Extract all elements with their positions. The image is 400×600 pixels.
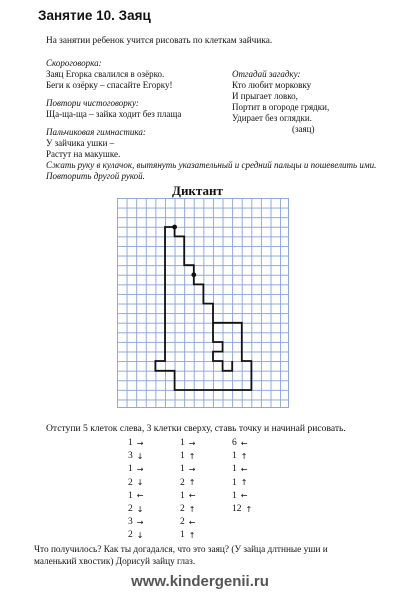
- arrow-right-icon: →: [188, 438, 196, 448]
- arrow-left-icon: ←: [240, 491, 248, 501]
- dictation-grid: [117, 198, 289, 408]
- arrow-right-icon: →: [136, 464, 144, 474]
- dictation-command: [128, 451, 143, 461]
- start-dot: [172, 225, 177, 230]
- riddle-line: Портит в огороде грядки,: [232, 102, 330, 112]
- arrow-down-icon: ↓: [136, 504, 144, 514]
- hare-drawing: [117, 198, 288, 407]
- arrow-up-icon: ↑: [188, 504, 196, 514]
- arrow-left-icon: ←: [240, 464, 248, 474]
- arrow-left-icon: ←: [188, 517, 196, 527]
- eye-dot: [191, 272, 196, 277]
- command-count: 1: [180, 464, 185, 475]
- dictation-command: [232, 451, 247, 461]
- dictation-instruction: Отступи 5 клеток слева, 3 клетки сверху, ставь точку и начинай рисовать.: [46, 423, 346, 434]
- arrow-up-icon: ↑: [240, 451, 248, 461]
- riddle-line: Удирает без оглядки.: [232, 113, 312, 123]
- command-count: 2: [180, 477, 185, 488]
- arrow-up-icon: ↑: [245, 504, 253, 514]
- dictation-command: [180, 491, 195, 501]
- command-count: 3: [128, 517, 133, 528]
- arrow-left-icon: ←: [188, 491, 196, 501]
- arrow-left-icon: ←: [136, 491, 144, 501]
- dictation-command: [180, 504, 195, 514]
- dictation-command: [232, 464, 247, 474]
- command-count: 1: [180, 490, 185, 501]
- pure-talk-line: Ща-ща-ща – зайка ходит без плаща: [46, 109, 182, 119]
- arrow-right-icon: →: [136, 517, 144, 527]
- arrow-up-icon: ↑: [188, 478, 196, 488]
- command-count: 1: [180, 451, 185, 462]
- command-count: 2: [180, 517, 185, 528]
- command-count: 2: [128, 530, 133, 541]
- command-count: 6: [232, 438, 237, 448]
- tongue-twister-line: Беги к озёрку – спасайте Егорку!: [46, 80, 173, 90]
- dictation-command: [128, 504, 143, 514]
- arrow-down-icon: ↓: [136, 530, 144, 540]
- command-count: 1: [180, 438, 185, 448]
- dictation-command: [128, 530, 143, 540]
- tongue-twister-line: Заяц Егорка свалился в озёрко.: [46, 69, 165, 79]
- dictation-command: [128, 491, 143, 501]
- finger-gym-label: Пальчиковая гимнастика:: [46, 127, 146, 137]
- dictation-command: [232, 491, 247, 501]
- command-count: 1: [232, 490, 237, 501]
- command-count: 1: [232, 451, 237, 462]
- dictation-command: [180, 517, 195, 527]
- page-title: Занятие 10. Заяц: [38, 8, 151, 23]
- arrow-down-icon: ↓: [136, 478, 144, 488]
- command-count: 2: [128, 504, 133, 514]
- dictation-command: [232, 438, 247, 448]
- command-count: 1: [128, 438, 133, 448]
- command-count: 1: [180, 530, 185, 541]
- finger-gym-line: У зайчика ушки –: [46, 138, 115, 148]
- dictation-command: [128, 464, 143, 474]
- command-count: 1: [128, 490, 133, 501]
- finger-gym-instruction: Повторить другой рукой.: [46, 171, 145, 181]
- command-count: 1: [232, 464, 237, 475]
- riddle-answer: (заяц): [292, 124, 315, 134]
- riddle-line: Кто любит морковку: [232, 80, 312, 90]
- arrow-right-icon: →: [188, 464, 196, 474]
- command-count: 1: [128, 464, 133, 475]
- dictation-command: [180, 464, 195, 474]
- dictation-command: [128, 517, 143, 527]
- dictation-command: [232, 504, 252, 514]
- command-count: 3: [128, 451, 133, 462]
- arrow-left-icon: ←: [240, 438, 248, 448]
- finger-gym-instruction: Сжать руку в кулачок, вытянуть указательный и средний пальцы и пошевелить ими.: [46, 160, 377, 170]
- command-count: 1: [232, 477, 237, 488]
- finger-gym-line: Растут на макушке.: [46, 149, 121, 159]
- arrow-up-icon: ↑: [188, 530, 196, 540]
- dictation-command: [180, 478, 195, 488]
- arrow-up-icon: ↑: [188, 451, 196, 461]
- dictation-command: [128, 438, 143, 448]
- dictation-command: [232, 478, 247, 488]
- dictation-command: [180, 530, 195, 540]
- tongue-twister-label: Скороговорка:: [46, 58, 102, 68]
- arrow-right-icon: →: [136, 438, 144, 448]
- intro-text: На занятии ребенок учится рисовать по клеткам зайчика.: [46, 36, 273, 46]
- riddle-label: Отгадай загадку:: [232, 69, 301, 79]
- dictation-command: [180, 438, 195, 448]
- dictation-title: Диктант: [172, 183, 223, 198]
- question-text: маленький хвостик) Дорисуй зайцу глаз.: [34, 557, 196, 567]
- dictation-command: [180, 451, 195, 461]
- arrow-up-icon: ↑: [240, 478, 248, 488]
- command-count: 2: [128, 477, 133, 488]
- arrow-down-icon: ↓: [136, 451, 144, 461]
- pure-talk-label: Повтори чистоговорку:: [46, 98, 139, 108]
- footer-url: www.kindergenii.ru: [131, 573, 269, 590]
- command-count: 2: [180, 504, 185, 514]
- riddle-line: И прыгает ловко,: [232, 91, 298, 101]
- command-count: 12: [232, 504, 242, 514]
- dictation-command: [128, 478, 143, 488]
- question-text: Что получилось? Как ты догадался, что это заяц? (У зайца длтнные уши и: [34, 545, 328, 555]
